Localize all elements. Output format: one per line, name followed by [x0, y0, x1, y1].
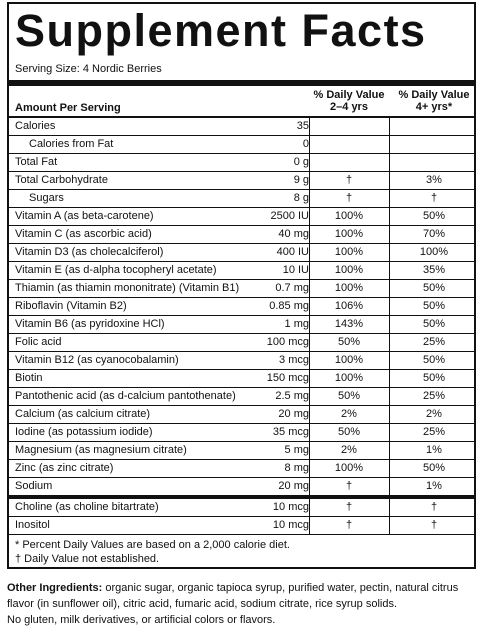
nutrient-amount: 35 — [296, 120, 309, 132]
column-rule — [389, 499, 390, 516]
column-rule — [309, 172, 310, 189]
column-rule — [389, 226, 390, 243]
nutrient-name: Thiamin (as thiamin mononitrate) (Vitamin B1) — [15, 282, 240, 294]
dv-4plus-value: 50% — [422, 318, 446, 330]
dv-4plus-value: 50% — [422, 354, 446, 366]
column-rule — [389, 190, 390, 207]
dv-2-4-value: 50% — [337, 336, 361, 348]
nutrient-row — [9, 190, 474, 208]
column-rule — [389, 388, 390, 405]
nutrient-name: Sodium — [15, 480, 53, 492]
dv-2-4-value: 50% — [337, 426, 361, 438]
column-rule — [309, 136, 310, 153]
nutrient-name: Sugars — [29, 192, 64, 204]
column-rule — [309, 478, 310, 495]
dv-4plus-value: 25% — [422, 390, 446, 402]
nutrient-amount: 2.5 mg — [275, 390, 309, 402]
panel-title: Supplement Facts — [15, 5, 427, 56]
other-ingredients-text — [7, 580, 477, 612]
nutrient-name: Vitamin B6 (as pyridoxine HCl) — [15, 318, 165, 330]
dv-4plus-value: 35% — [422, 264, 446, 276]
dv-header-4plus-line2: 4+ yrs* — [415, 101, 453, 113]
column-rule — [309, 280, 310, 297]
dv-2-4-value: 50% — [337, 390, 361, 402]
column-rule — [389, 118, 390, 135]
dv-4plus-value: 1% — [426, 480, 442, 492]
supplement-facts-panel — [7, 2, 476, 569]
column-rule — [389, 370, 390, 387]
nutrient-name: Vitamin C (as ascorbic acid) — [15, 228, 152, 240]
amount-per-serving-header: Amount Per Serving — [15, 102, 121, 114]
column-rule — [309, 226, 310, 243]
dv-2-4-value: 100% — [334, 210, 364, 222]
nutrient-amount: 0 — [302, 138, 309, 150]
dv-2-4-value: † — [345, 519, 353, 531]
nutrient-amount: 0.7 mg — [275, 282, 309, 294]
dv-2-4-value: 100% — [334, 246, 364, 258]
column-rule — [309, 517, 310, 534]
nutrient-row — [9, 352, 474, 370]
nutrient-row — [9, 460, 474, 478]
nutrient-amount: 20 mg — [278, 408, 309, 420]
nutrient-name: Total Fat — [15, 156, 58, 168]
column-rule — [309, 298, 310, 315]
nutrient-row — [9, 118, 474, 136]
dv-4plus-value: 70% — [422, 228, 446, 240]
column-rule — [389, 262, 390, 279]
dv-header-2-4 — [312, 89, 386, 113]
nutrient-name: Vitamin B12 (as cyanocobalamin) — [15, 354, 179, 366]
dv-4plus-value: 3% — [426, 174, 442, 186]
dv-4plus-value: † — [430, 501, 438, 513]
nutrient-row — [9, 226, 474, 244]
column-rule — [389, 208, 390, 225]
dv-header-2-4-line1: % Daily Value — [313, 89, 385, 101]
dv-4plus-value: † — [430, 192, 438, 204]
dv-2-4-value: 100% — [334, 372, 364, 384]
column-rule — [389, 136, 390, 153]
nutrient-row — [9, 244, 474, 262]
column-rule — [389, 517, 390, 534]
dv-2-4-value: † — [345, 480, 353, 492]
column-rule — [389, 334, 390, 351]
nutrient-row — [9, 388, 474, 406]
column-rule — [389, 352, 390, 369]
column-rule — [389, 406, 390, 423]
dv-2-4-value: 100% — [334, 282, 364, 294]
dv-4plus-value: † — [430, 519, 438, 531]
column-rule — [309, 262, 310, 279]
nutrient-name: Choline (as choline bitartrate) — [15, 501, 159, 513]
column-rule — [309, 118, 310, 135]
column-rule — [309, 316, 310, 333]
nutrient-row — [9, 262, 474, 280]
column-rule — [309, 406, 310, 423]
nutrient-name: Calories from Fat — [29, 138, 114, 150]
nutrient-name: Biotin — [15, 372, 43, 384]
nutrient-row — [9, 517, 474, 535]
column-rule — [389, 424, 390, 441]
dv-2-4-value: 100% — [334, 462, 364, 474]
dv-header-2-4-line2: 2–4 yrs — [330, 101, 368, 113]
nutrient-name: Iodine (as potassium iodide) — [15, 426, 153, 438]
nutrient-row — [9, 499, 474, 517]
other-ingredients — [7, 580, 477, 628]
column-rule — [309, 424, 310, 441]
other-ingredients-label: Other Ingredients: — [7, 582, 103, 594]
nutrient-name: Riboflavin (Vitamin B2) — [15, 300, 127, 312]
nutrient-amount: 150 mcg — [266, 372, 309, 384]
column-rule — [389, 244, 390, 261]
nutrient-amount: 8 g — [293, 192, 309, 204]
nutrient-name: Total Carbohydrate — [15, 174, 108, 186]
column-rule — [389, 460, 390, 477]
nutrient-name: Vitamin D3 (as cholecalciferol) — [15, 246, 164, 258]
nutrient-amount: 0 g — [293, 156, 309, 168]
nutrient-row — [9, 298, 474, 316]
nutrient-name: Calcium (as calcium citrate) — [15, 408, 151, 420]
dv-4plus-value: 25% — [422, 426, 446, 438]
thick-divider — [9, 80, 474, 86]
column-rule — [309, 442, 310, 459]
nutrient-row — [9, 208, 474, 226]
column-rule — [389, 172, 390, 189]
column-rule — [389, 442, 390, 459]
dv-4plus-value: 50% — [422, 372, 446, 384]
nutrient-amount: 400 IU — [276, 246, 309, 258]
nutrient-amount: 8 mg — [284, 462, 309, 474]
column-rule — [309, 460, 310, 477]
nutrient-amount: 100 mcg — [266, 336, 309, 348]
column-rule — [389, 478, 390, 495]
nutrient-row — [9, 478, 474, 496]
column-rule — [309, 334, 310, 351]
dv-4plus-value: 50% — [422, 462, 446, 474]
dv-4plus-value: 50% — [422, 210, 446, 222]
nutrient-row — [9, 136, 474, 154]
nutrient-name: Calories — [15, 120, 56, 132]
nutrient-amount: 10 mcg — [272, 501, 309, 513]
dv-4plus-value: 50% — [422, 282, 446, 294]
column-rule — [389, 298, 390, 315]
nutrient-row — [9, 370, 474, 388]
nutrient-name: Pantothenic acid (as d-calcium pantothenate) — [15, 390, 236, 402]
dv-header-4plus — [394, 89, 474, 113]
dv-2-4-value: 100% — [334, 228, 364, 240]
footnote-star: * Percent Daily Values are based on a 2,000 calorie diet. — [15, 539, 290, 551]
nutrient-name: Folic acid — [15, 336, 62, 348]
nutrient-row — [9, 334, 474, 352]
dv-2-4-value: † — [345, 501, 353, 513]
column-rule — [309, 208, 310, 225]
dv-2-4-value: 100% — [334, 264, 364, 276]
nutrient-table — [9, 118, 474, 566]
dv-4plus-value: 100% — [419, 246, 449, 258]
column-rule — [309, 244, 310, 261]
allergen-note: No gluten, milk derivatives, or artificial colors or flavors. — [7, 614, 276, 626]
nutrient-amount: 5 mg — [284, 444, 309, 456]
footnote-dagger: † Daily Value not established. — [15, 553, 160, 565]
nutrient-amount: 2500 IU — [270, 210, 309, 222]
nutrient-amount: 40 mg — [278, 228, 309, 240]
nutrient-amount: 10 IU — [282, 264, 309, 276]
dv-header-4plus-line1: % Daily Value — [398, 89, 470, 101]
nutrient-name: Inositol — [15, 519, 50, 531]
column-rule — [309, 499, 310, 516]
dv-2-4-value: 106% — [334, 300, 364, 312]
column-rule — [389, 154, 390, 171]
dv-2-4-value: † — [345, 174, 353, 186]
nutrient-name: Vitamin A (as beta-carotene) — [15, 210, 154, 222]
dv-4plus-value: 1% — [426, 444, 442, 456]
nutrient-amount: 35 mcg — [272, 426, 309, 438]
column-rule — [389, 280, 390, 297]
dv-2-4-value: 2% — [341, 444, 357, 456]
nutrient-name: Vitamin E (as d-alpha tocopheryl acetate) — [15, 264, 217, 276]
dv-2-4-value: 2% — [341, 408, 357, 420]
dv-4plus-value: 50% — [422, 300, 446, 312]
nutrient-amount: 10 mcg — [272, 519, 309, 531]
nutrient-row — [9, 172, 474, 190]
nutrient-amount: 20 mg — [278, 480, 309, 492]
nutrient-name: Zinc (as zinc citrate) — [15, 462, 114, 474]
nutrient-name: Magnesium (as magnesium citrate) — [15, 444, 187, 456]
other-ingredients-list: organic sugar, organic tapioca syrup, purified water, pectin, natural citrus flavor (in sunflower oil), citric acid, fumaric acid, sodium citrate, rice syrup solids. — [7, 582, 459, 610]
dv-2-4-value: 100% — [334, 354, 364, 366]
nutrient-row — [9, 280, 474, 298]
column-rule — [309, 388, 310, 405]
nutrient-row — [9, 316, 474, 334]
nutrient-row — [9, 406, 474, 424]
nutrient-row — [9, 154, 474, 172]
column-rule — [309, 154, 310, 171]
serving-size: Serving Size: 4 Nordic Berries — [15, 63, 162, 75]
column-rule — [309, 370, 310, 387]
nutrient-amount: 9 g — [293, 174, 309, 186]
nutrient-amount: 0.85 mg — [269, 300, 309, 312]
dv-4plus-value: 2% — [426, 408, 442, 420]
nutrient-row — [9, 442, 474, 460]
column-rule — [309, 352, 310, 369]
dv-4plus-value: 25% — [422, 336, 446, 348]
nutrient-amount: 3 mcg — [279, 354, 309, 366]
dv-2-4-value: † — [345, 192, 353, 204]
column-rule — [389, 316, 390, 333]
nutrient-row — [9, 424, 474, 442]
dv-2-4-value: 143% — [334, 318, 364, 330]
column-rule — [309, 190, 310, 207]
nutrient-amount: 1 mg — [284, 318, 309, 330]
